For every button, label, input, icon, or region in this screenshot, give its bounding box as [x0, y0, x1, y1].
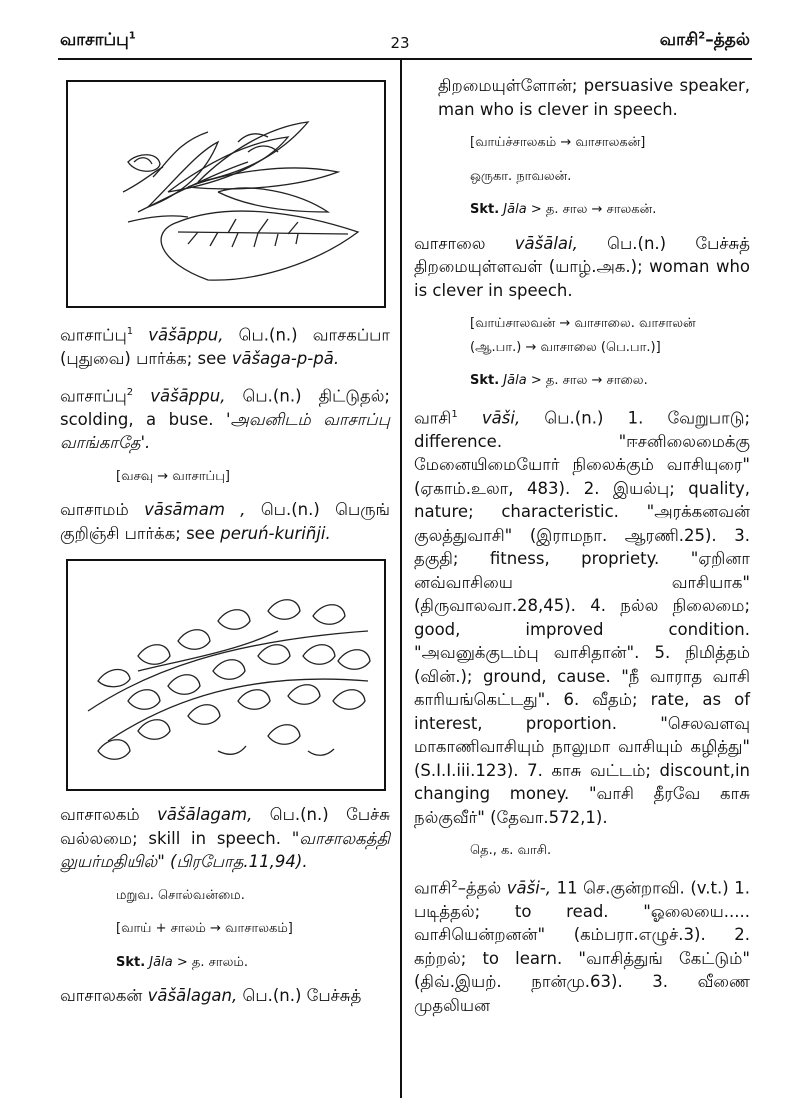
etymology-note: [வாய் + சாலம் → வாசாலகம்] [116, 921, 293, 936]
entry-vasappu-2: வாசாப்பு$^2$ vāšāppu, பெ.(n.) திட்டுதல்; scolding, a buse. 'அவனிடம் வாசாப்பு வாங்காதே'. [60, 386, 390, 452]
sanskrit-note: Skt. Jāla > த. சால → சாலகன். [470, 202, 657, 217]
cognate-note: தெ., க. வாசி. [470, 843, 552, 858]
entry-vasalai: வாசாலை vāšālai, பெ.(n.) பேச்சுத் திறமையுள்ளவள் (யாழ்.அக.); woman who is clever in speech. [414, 233, 750, 300]
entry-vasalakam: வாசாலகம் vāšālagam, பெ.(n.) பேச்சு வல்லமை; skill in speech. "வாசாலகத்தி லுயர்மதியில்" (பிரபோத.11,94). [60, 805, 391, 871]
entry-vasappu-1: வாசாப்பு$^1$ vāšāppu, பெ.(n.) வாசகப்பா (புதுவை) பார்க்க; see vāšaga-p-pā. [60, 325, 391, 368]
illustration-leafy-vine [66, 559, 386, 791]
page-number: 23 [390, 34, 410, 52]
etymology-note: [வாய்ச்சாலகம் → வாசாலகன்] [470, 135, 646, 150]
left-column [60, 66, 390, 1018]
running-head-right: வாசி$^2$–த்தல் [659, 30, 750, 50]
sanskrit-note: Skt. Jāla > த. சாலம். [116, 954, 248, 970]
entry-continuation: திறமையுள்ளோன்; persuasive speaker, man who is clever in speech. [438, 76, 750, 119]
right-column [414, 66, 750, 1027]
etymology-note: [வாய்சாலவன் → வாசாலை. வாசாலன் (ஆ.பா.) → வாசாலை (பெ.பா.)] [470, 316, 696, 355]
entry-vasi-2: வாசி$^2$–த்தல் vāši-, 11 செ.குன்றாவி. (v.t.) 1. படித்தல்; to read. "ஓலையை..... வாசியென்றனன்" (கம்பரா.எழுச்.3). 2. கற்றல்; to learn. "வாசித்துங் கேட்டும்" (திவ்.இயற். நான்மு.63). 3. வீணை முதலியன [414, 878, 750, 1015]
illustration-leaf-branch [66, 80, 386, 308]
header-rule [58, 58, 752, 60]
synonym-note: ஒருகா. நாவலன். [470, 168, 572, 184]
sanskrit-note: Skt. Jāla > த. சால → சாலை. [470, 373, 648, 388]
column-divider [400, 58, 402, 1098]
entry-vasalakan: வாசாலகன் vāšālagan, பெ.(n.) பேச்சுத் [60, 986, 362, 1005]
entry-vasi-1: வாசி$^1$ vāši, பெ.(n.) 1. வேறுபாடு; difference. "ஈசனிலைமைக்கு மேனையிமையோர் நிலைக்கும் வாசியுரை" (ஏகாம்.உலா, 483). 2. இயல்பு; quality, nature; characteristic. "அரக்கனவன் குலத்துவாசி" (இராமநா. ஆரணி.25). 3. தகுதி; fitness, propriety. "ஏறினா னவ்வாசியை வாசியாக" (திருவாலவா.28,45). 4. நல்ல நிலைமை; good, improved condition. "அவனுக்குடம்பு வாசிதான்". 5. நிமித்தம் (வின்.); ground, cause. "நீ வாராத வாசி காரியங்கெட்டது". 6. வீதம்; rate, as of interest, proportion. "செலவளவு மாகாணிவாசியும் நாலுமா வாசியும் கழித்து" (S.I.I.iii.123). 7. காசு வட்டம்; discount,in changing money. "வாசி தீரவே காசு நல்குவீர்" (தேவா.572,1). [414, 408, 750, 827]
synonym-note: மறுவ. சொல்வன்மை. [116, 887, 245, 903]
entry-vasamam: வாசாமம் vāsāmam , பெ.(n.) பெருங் குறிஞ்சி பார்க்க; see peruń-kuriñji. [60, 500, 390, 543]
etymology-note: [வசவு → வாசாப்பு] [116, 468, 230, 484]
running-head-left: வாசாப்பு$^1$ [60, 30, 136, 50]
